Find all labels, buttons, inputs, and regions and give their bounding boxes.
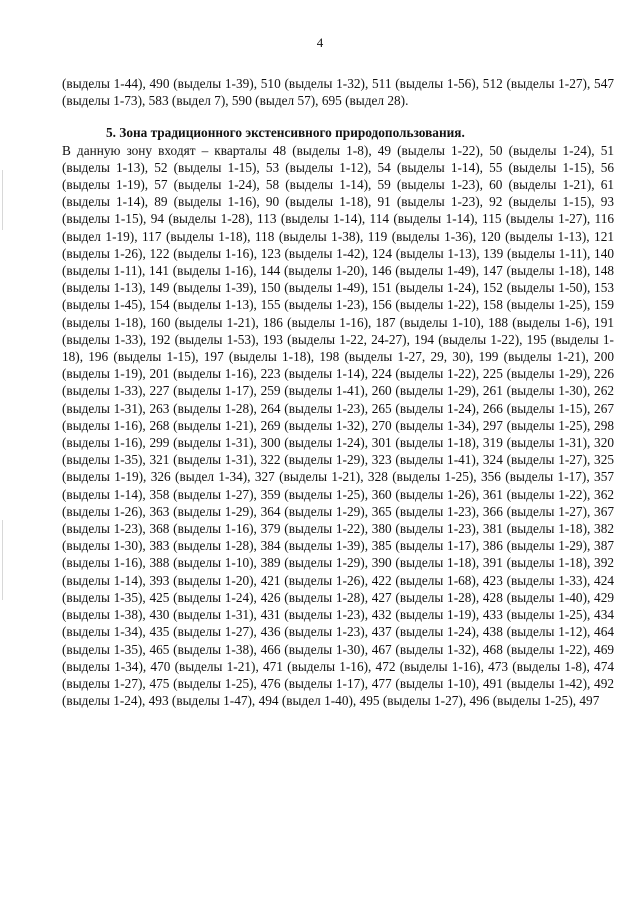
- page-number: 4: [316, 35, 324, 50]
- document-body: [62, 75, 614, 709]
- section-heading: 5. Зона традиционного экстенсивного природопользования.: [106, 125, 465, 141]
- section-body-paragraph: В данную зону входят – кварталы 48 (выделы 1-8), 49 (выделы 1-22), 50 (выделы 1-24), 51 (выделы 1-13), 52 (выделы 1-15), 53 (выделы 1-12), 54 (выделы 1-14), 55 (выделы 1-15), 56 (выделы 1-19), 57 (выделы 1-24), 58 (выделы 1-14), 59 (выделы 1-23), 60 (выделы 1-21), 61 (выделы 1-14), 89 (выделы 1-16), 90 (выделы 1-18), 91 (выделы 1-23), 92 (выделы 1-15), 93 (выделы 1-15), 94 (выделы 1-28), 113 (выделы 1-14), 114 (выделы 1-14), 115 (выделы 1-27), 116 (выдел 1-19), 117 (выделы 1-18), 118 (выделы 1-38), 119 (выделы 1-36), 120 (выделы 1-13), 121 (выделы 1-26), 122 (выделы 1-16), 123 (выделы 1-42), 124 (выделы 1-13), 139 (выделы 1-11), 140 (выделы 1-11), 141 (выделы 1-16), 144 (выделы 1-20), 146 (выделы 1-49), 147 (выделы 1-18), 148 (выделы 1-13), 149 (выделы 1-39), 150 (выделы 1-49), 151 (выделы 1-24), 152 (выделы 1-50), 153 (выделы 1-45), 154 (выделы 1-13), 155 (выделы 1-23), 156 (выделы 1-22), 158 (выделы 1-25), 159 (выделы 1-18), 160 (выделы 1-21), 186 (выделы 1-16), 187 (выделы 1-10), 188 (выделы 1-6), 191 (выделы 1-33), 192 (выделы 1-53), 193 (выделы 1-22, 24-27), 194 (выделы 1-22), 195 (выделы 1-18), 196 (выделы 1-15), 197 (выделы 1-18), 198 (выделы 1-27, 29, 30), 199 (выделы 1-21), 200 (выделы 1-19), 201 (выделы 1-16), 223 (выделы 1-14), 224 (выделы 1-22), 225 (выделы 1-29), 226 (выделы 1-33), 227 (выделы 1-17), 259 (выделы 1-41), 260 (выделы 1-29), 261 (выделы 1-30), 262 (выделы 1-31), 263 (выделы 1-28), 264 (выделы 1-23), 265 (выделы 1-24), 266 (выделы 1-15), 267 (выделы 1-16), 268 (выделы 1-21), 269 (выделы 1-32), 270 (выделы 1-34), 297 (выделы 1-25), 298 (выделы 1-16), 299 (выделы 1-31), 300 (выделы 1-24), 301 (выделы 1-18), 319 (выделы 1-31), 320 (выделы 1-35), 321 (выделы 1-31), 322 (выделы 1-29), 323 (выделы 1-41), 324 (выделы 1-27), 325 (выделы 1-19), 326 (выдел 1-34), 327 (выделы 1-21), 328 (выделы 1-25), 356 (выделы 1-17), 357 (выделы 1-14), 358 (выделы 1-27), 359 (выделы 1-25), 360 (выделы 1-26), 361 (выделы 1-22), 362 (выделы 1-26), 363 (выделы 1-29), 364 (выделы 1-29), 365 (выделы 1-23), 366 (выделы 1-27), 367 (выделы 1-23), 368 (выделы 1-16), 379 (выделы 1-22), 380 (выделы 1-23), 381 (выделы 1-18), 382 (выделы 1-30), 383 (выделы 1-28), 384 (выделы 1-39), 385 (выделы 1-17), 386 (выделы 1-29), 387 (выделы 1-16), 388 (выделы 1-10), 389 (выделы 1-29), 390 (выделы 1-18), 391 (выделы 1-18), 392 (выделы 1-14), 393 (выделы 1-20), 421 (выделы 1-26), 422 (выделы 1-68), 423 (выделы 1-33), 424 (выделы 1-35), 425 (выделы 1-24), 426 (выделы 1-28), 427 (выделы 1-28), 428 (выделы 1-40), 429 (выделы 1-38), 430 (выделы 1-31), 431 (выделы 1-23), 432 (выделы 1-19), 433 (выделы 1-25), 434 (выделы 1-34), 435 (выделы 1-27), 436 (выделы 1-23), 437 (выделы 1-24), 438 (выделы 1-12), 464 (выделы 1-35), 465 (выделы 1-38), 466 (выделы 1-30), 467 (выделы 1-32), 468 (выделы 1-22), 469 (выделы 1-34), 470 (выделы 1-21), 471 (выделы 1-16), 472 (выделы 1-16), 473 (выделы 1-8), 474 (выделы 1-27), 475 (выделы 1-25), 476 (выделы 1-17), 477 (выделы 1-10), 491 (выделы 1-42), 492 (выделы 1-24), 493 (выделы 1-47), 494 (выдел 1-40), 495 (выделы 1-27), 496 (выделы 1-25), 497: [62, 142, 614, 709]
- continuation-paragraph: (выделы 1-44), 490 (выделы 1-39), 510 (выделы 1-32), 511 (выделы 1-56), 512 (выделы 1-27), 547 (выделы 1-73), 583 (выдел 7), 590 (выдел 57), 695 (выдел 28).: [62, 76, 614, 109]
- scan-edge-mark: [2, 170, 3, 230]
- scan-edge-mark: [2, 520, 3, 600]
